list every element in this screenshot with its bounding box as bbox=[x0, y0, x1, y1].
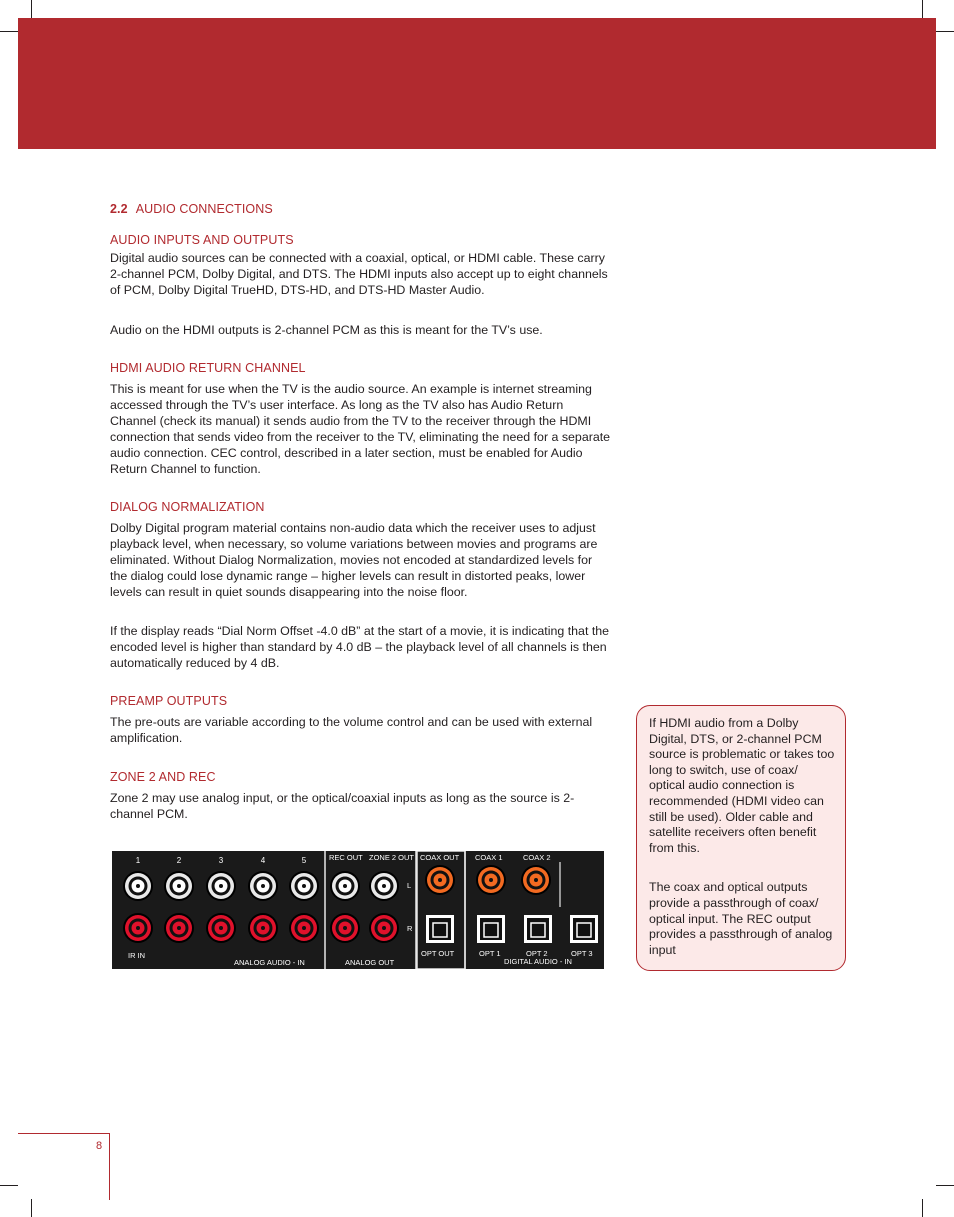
footer-rule-vertical bbox=[109, 1133, 110, 1200]
opt-out-port bbox=[426, 915, 454, 943]
analog-in-right-jack bbox=[206, 913, 236, 943]
rec-out-label: REC OUT bbox=[329, 853, 363, 862]
paragraph-preamp: The pre-outs are variable according to the volume control and can be used with external amplification. bbox=[110, 715, 593, 745]
input-number: 2 bbox=[176, 856, 182, 865]
ir-in-label: IR IN bbox=[128, 951, 146, 960]
opt1-port bbox=[477, 915, 505, 943]
coax1-jack bbox=[476, 865, 506, 895]
section-number: 2.2 bbox=[110, 202, 128, 216]
heading-audio-io: AUDIO INPUTS AND OUTPUTS bbox=[110, 233, 294, 247]
coax2-label: COAX 2 bbox=[523, 853, 551, 862]
input-number: 4 bbox=[260, 856, 266, 865]
rear-panel-svg bbox=[112, 851, 604, 969]
header-band bbox=[18, 18, 936, 149]
sidebar-paragraph: The coax and optical outputs provide a passthrough of coax/ optical input. The REC output provides a passthrough of analog input bbox=[649, 880, 833, 957]
footer-rule bbox=[18, 1133, 110, 1134]
analog-out-label: ANALOG OUT bbox=[345, 958, 395, 967]
opt2-port bbox=[524, 915, 552, 943]
sidebar-paragraph: If HDMI audio from a Dolby Digital, DTS, or 2-channel PCM source is problematic or takes too long to switch, use of coax/ optical audio connection is recommended (HDMI video can still be used). Older cable and satellite receivers often benefit from this. bbox=[649, 716, 835, 855]
opt1-label: OPT 1 bbox=[479, 949, 501, 958]
analog-in-right-jack bbox=[289, 913, 319, 943]
opt3-port bbox=[570, 915, 598, 943]
heading-dialnorm: DIALOG NORMALIZATION bbox=[110, 500, 265, 514]
right-channel-label: R bbox=[407, 924, 413, 933]
analog-in-label: ANALOG AUDIO - IN bbox=[234, 958, 305, 967]
heading-zone2: ZONE 2 AND REC bbox=[110, 770, 216, 784]
analog-in-left-jack bbox=[206, 871, 236, 901]
opt3-label: OPT 3 bbox=[571, 949, 593, 958]
crop-mark bbox=[0, 31, 18, 32]
crop-mark bbox=[922, 0, 923, 18]
paragraph-dialnorm: Dolby Digital program material contains non-audio data which the receiver uses to adjust playback level, when necessary, so volume variations between movies and programs are eliminated. Without Dialog Normalization, movies not encoded at standardized levels for the dialog could lose dynamic range – higher levels can result in distorted peaks, lower levels can result in quiet sounds disappearing into the noise floor. bbox=[110, 521, 598, 599]
crop-mark bbox=[922, 1199, 923, 1217]
analog-in-left-jack bbox=[123, 871, 153, 901]
paragraph-dialnorm-offset: If the display reads “Dial Norm Offset -4.0 dB” at the start of a movie, it is indicating that the encoded level is higher than standard by 4.0 dB – the playback level of all channels is then automatically reduced by 4 dB. bbox=[110, 624, 610, 670]
analog-in-left-jack bbox=[289, 871, 319, 901]
sidebar-note bbox=[636, 705, 846, 971]
crop-mark bbox=[936, 1185, 954, 1186]
section-title-text: AUDIO CONNECTIONS bbox=[135, 202, 273, 216]
crop-mark bbox=[0, 1185, 18, 1186]
opt2-label: OPT 2 bbox=[526, 949, 548, 958]
page-number: 8 bbox=[96, 1140, 103, 1152]
crop-mark bbox=[31, 0, 32, 18]
input-number: 5 bbox=[301, 856, 307, 865]
rec-out-right-jack bbox=[330, 913, 360, 943]
rear-panel-illustration bbox=[112, 851, 604, 969]
input-number: 3 bbox=[218, 856, 224, 865]
opt-out-label: OPT OUT bbox=[421, 949, 455, 958]
paragraph-audio-io: Digital audio sources can be connected with a coaxial, optical, or HDMI cable. These carry 2-channel PCM, Dolby Digital, and DTS. The HDMI inputs also accept up to eight channels of PCM, Dolby Digital TrueHD, DTS-HD, and DTS-HD Master Audio. bbox=[110, 251, 608, 297]
analog-in-left-jack bbox=[248, 871, 278, 901]
digital-in-label: DIGITAL AUDIO - IN bbox=[504, 957, 572, 966]
analog-in-right-jack bbox=[164, 913, 194, 943]
crop-mark bbox=[31, 1199, 32, 1217]
paragraph-hdmi-outputs: Audio on the HDMI outputs is 2-channel PCM as this is meant for the TV’s use. bbox=[110, 323, 543, 337]
coax2-jack bbox=[521, 865, 551, 895]
heading-preamp: PREAMP OUTPUTS bbox=[110, 694, 228, 708]
zone2-out-label: ZONE 2 OUT bbox=[369, 853, 415, 862]
paragraph-arc: This is meant for use when the TV is the audio source. An example is internet streaming accessed through the TV’s user interface. As long as the TV also has Audio Return Channel (check its manual) it sends audio from the TV to the receiver through the HDMI connection that sends video from the receiver to the TV, eliminating the need for a separate audio connection. CEC control, described in a later section, must be enabled for Audio Return Channel to function. bbox=[110, 382, 611, 476]
zone2-out-right-jack bbox=[369, 913, 399, 943]
coax-out-label: COAX OUT bbox=[420, 853, 460, 862]
coax-out-jack bbox=[425, 865, 455, 895]
analog-in-left-jack bbox=[164, 871, 194, 901]
zone2-out-left-jack bbox=[369, 871, 399, 901]
crop-mark bbox=[936, 31, 954, 32]
analog-in-right-jack bbox=[123, 913, 153, 943]
left-channel-label: L bbox=[407, 881, 412, 890]
rec-out-left-jack bbox=[330, 871, 360, 901]
section-title bbox=[110, 202, 273, 216]
paragraph-zone2: Zone 2 may use analog input, or the optical/coaxial inputs as long as the source is 2-channel PCM. bbox=[110, 791, 575, 821]
analog-in-right-jack bbox=[248, 913, 278, 943]
input-number: 1 bbox=[135, 856, 141, 865]
coax1-label: COAX 1 bbox=[475, 853, 503, 862]
heading-arc: HDMI AUDIO RETURN CHANNEL bbox=[110, 361, 306, 375]
